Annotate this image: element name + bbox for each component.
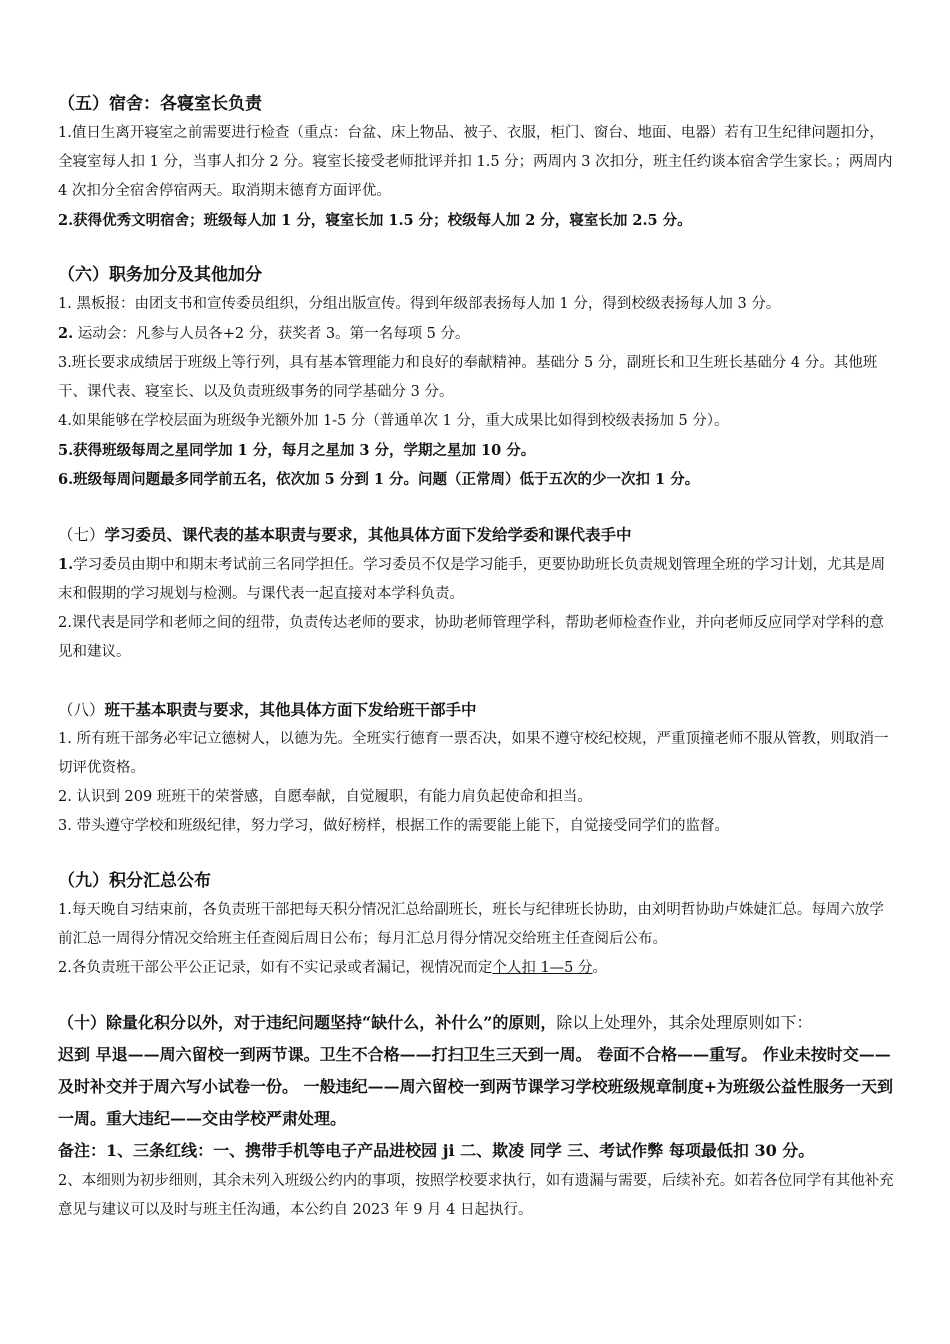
section-6-para-2-number: 2. — [58, 325, 74, 342]
section-8-para-3: 3. 带头遵守学校和班级纪律，努力学习，做好榜样，根据工作的需要能上能下，自觉接受同学们的监督。 — [58, 818, 729, 834]
section-9-para-1: 1.每天晚自习结束前，各负责班干部把每天积分情况汇总给副班长，班长与纪律班长协助，由刘明哲协助卢姝婕汇总。每周六放学前汇总一周得分情况交给班主任查阅后周日公布；每月汇总月得分情况交给班主任查阅后公布。 — [58, 902, 884, 947]
section-5-para-2: 2.获得优秀文明宿舍；班级每人加 1 分，寝室长加 1.5 分；校级每人加 2 分，寝室长加 2.5 分。 — [58, 212, 692, 229]
section-9-para-2-post: 。 — [592, 960, 608, 976]
section-8-title-lead: （八） — [58, 701, 105, 719]
section-6-para-2 — [58, 319, 894, 349]
section-9-title: （九）积分汇总公布 — [58, 871, 211, 891]
section-10-para-2: 2、本细则为初步细则，其余未列入班级公约内的事项，按照学校要求执行，如有遗漏与需要，后续补充。如若各位同学有其他补充意见与建议可以及时与班主任沟通，本公约自 2023 年 9 月 4 日起执行。 — [58, 1173, 894, 1218]
section-7-para-1-text: 学习委员由期中和期末考试前三名同学担任。学习委员不仅是学习能手，更要协助班长负责规划管理全班的学习计划，尤其是周末和假期的学习规划与检测。与课代表一起直接对本学科负责。 — [58, 557, 886, 602]
section-7-para-1 — [58, 550, 894, 609]
section-10-note — [58, 1135, 894, 1167]
section-9-para-2 — [58, 954, 894, 983]
section-6-para-2-text: 运动会：凡参与人员各+2 分，获奖者 3。第一名每项 5 分。 — [73, 326, 470, 342]
document-page — [58, 90, 894, 1225]
section-6-para-1: 1. 黑板报：由团支书和宣传委员组织，分组出版宣传。得到年级部表扬每人加 1 分，得到校级表扬每人加 3 分。 — [58, 296, 781, 312]
section-10-note-text: ：1、三条红线：一、携带手机等电子产品进校园 ji 二、欺凌 同学 三、考试作弊 每项最低扣 30 分。 — [90, 1141, 815, 1160]
section-5-para-1: 1.值日生离开寝室之前需要进行检查（重点：台盆、床上物品、被子、衣服，柜门、窗台、地面、电器）若有卫生纪律问题扣分，全寝室每人扣 1 分，当事人扣分 2 分。寝室长接受老师批评并扣 1.5 分；两周内 3 次扣分，班主任约谈本宿舍学生家长。；两周内 4 次扣分全宿舍停宿两天。取消期末德育方面评优。 — [58, 125, 893, 199]
section-10-rules: 迟到 早退——周六留校一到两节课。卫生不合格——打扫卫生三天到一周。 卷面不合格——重写。 作业未按时交——及时补交并于周六写小试卷一份。 一般违纪——周六留校一到两节课学习学校班级规章制度+为班级公益性服务一天到一周。重大违纪——交由学校严肃处理。 — [58, 1045, 893, 1128]
section-8-title — [58, 695, 894, 725]
section-7-para-1-number: 1. — [58, 556, 74, 573]
section-7-title-main: 学习委员、课代表的基本职责与要求，其他具体方面下发给学委和课代表手中 — [104, 525, 632, 544]
section-7-title — [58, 520, 894, 550]
section-6-para-6: 6.班级每周问题最多同学前五名，依次加 5 分到 1 分。问题（正常周）低于五次的少一次扣 1 分。 — [58, 471, 700, 488]
section-9-para-2-pre: 2.各负责班干部公平公正记录，如有不实记录或者漏记，视情况而定 — [58, 960, 493, 976]
section-6-title: （六）职务加分及其他加分 — [58, 265, 262, 285]
section-10-title-bold: （十）除量化积分以外，对于违纪问题坚持“缺什么，补什么”的原则， — [58, 1013, 557, 1032]
section-8-title-main: 班干基本职责与要求，其他具体方面下发给班干部手中 — [104, 700, 477, 719]
section-6-para-3: 3.班长要求成绩居于班级上等行列，具有基本管理能力和良好的奉献精神。基础分 5 分，副班长和卫生班长基础分 4 分。其他班干、课代表、寝室长、以及负责班级事务的同学基础分 3 分。 — [58, 355, 878, 400]
section-10-title-rest: 除以上处理外，其余处理原则如下： — [556, 1013, 813, 1032]
section-10-note-label: 备注 — [58, 1141, 91, 1160]
section-7-title-lead: （七） — [58, 526, 105, 544]
section-10-title — [58, 1007, 894, 1039]
section-6-para-4: 4.如果能够在学校层面为班级争光额外加 1-5 分（普通单次 1 分，重大成果比如得到校级表扬加 5 分）。 — [58, 413, 729, 429]
section-5-title: （五）宿舍：各寝室长负责 — [58, 94, 262, 114]
section-7-para-2: 2.课代表是同学和老师之间的纽带，负责传达老师的要求，协助老师管理学科，帮助老师检查作业，并向老师反应同学对学科的意见和建议。 — [58, 615, 884, 660]
section-8-para-1: 1. 所有班干部务必牢记立德树人，以德为先。全班实行德育一票否决，如果不遵守校纪校规，严重顶撞老师不服从管教，则取消一切评优资格。 — [58, 731, 889, 776]
section-6-para-5: 5.获得班级每周之星同学加 1 分，每月之星加 3 分，学期之星加 10 分。 — [58, 442, 536, 459]
section-9-para-2-underlined: 个人扣 1—5 分 — [492, 960, 593, 976]
section-8-para-2: 2. 认识到 209 班班干的荣誉感，自愿奉献，自觉履职，有能力肩负起使命和担当。 — [58, 789, 592, 805]
